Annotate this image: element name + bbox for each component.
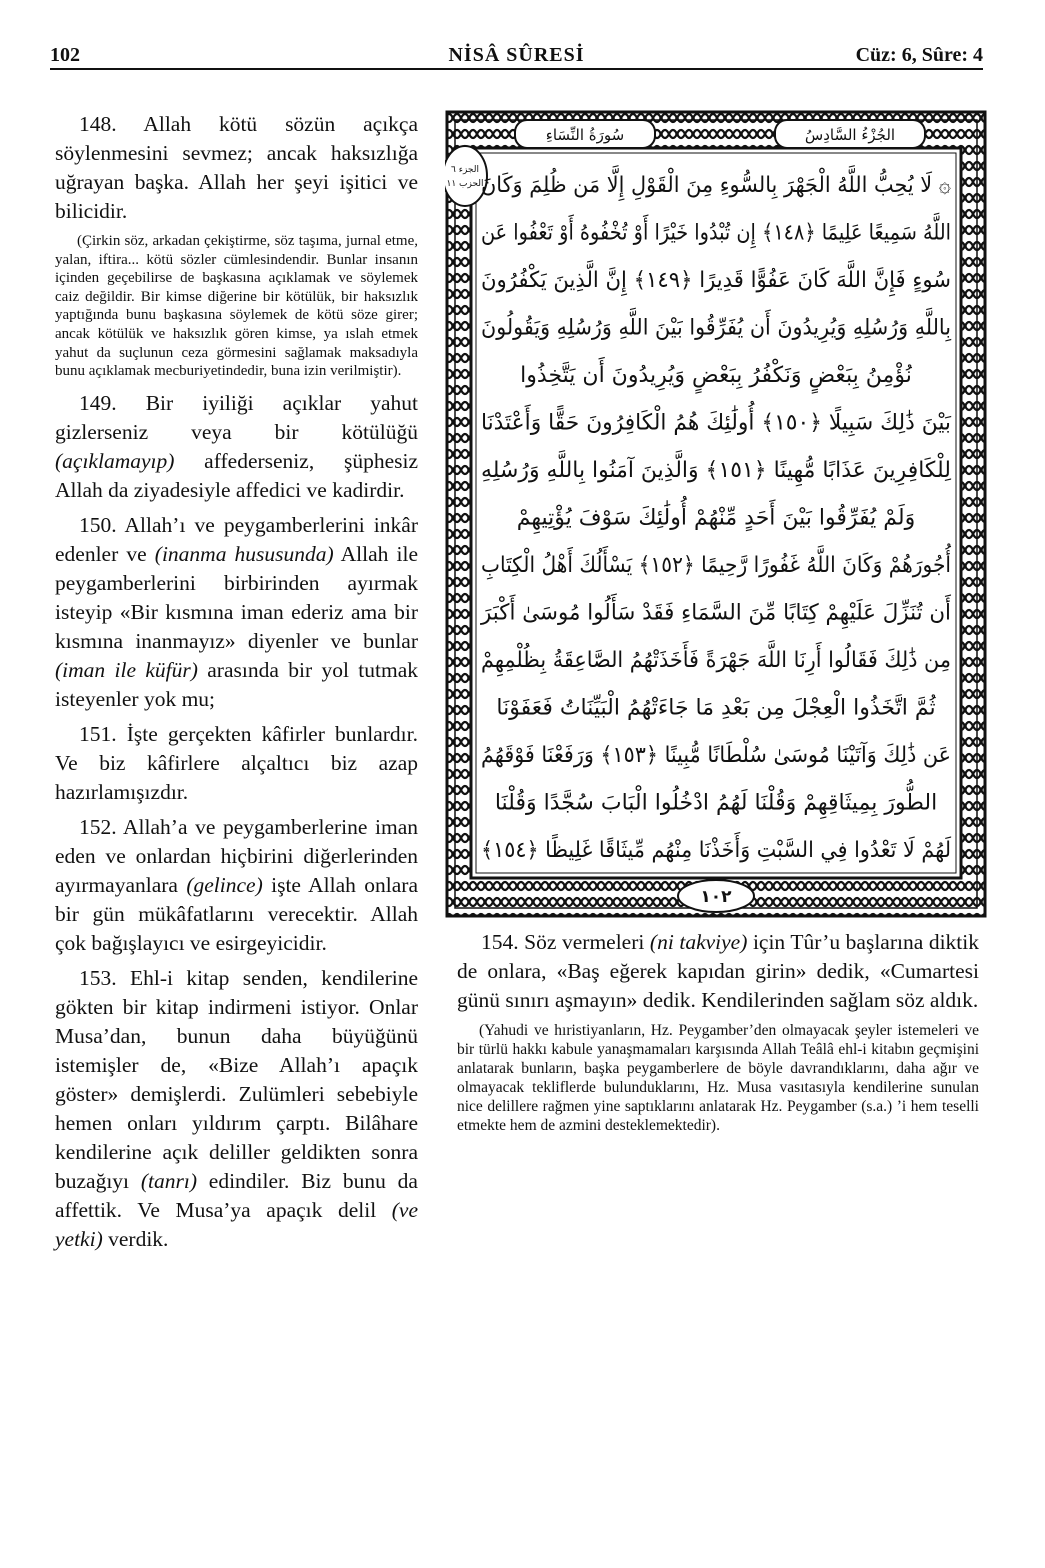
verse-151: 151. İşte gerçekten kâfirler bunlardır. Ve biz kâfirlere alçaltıcı biz azap hazırlamışızdır. <box>55 721 418 804</box>
juz-label-arabic: الجُزْءُ السَّادِسُ <box>804 126 896 144</box>
surah-label-arabic: سُورَةُ النِّسَاءِ <box>545 126 625 144</box>
page-number-arabic: ١٠٢ <box>700 887 732 907</box>
arabic-line: نُؤْمِنُ بِبَعْضٍ وَنَكْفُرُ بِبَعْضٍ وَيُرِيدُونَ أَن يَتَّخِذُوا <box>520 363 912 388</box>
page-header <box>50 40 983 70</box>
surah-title: NİSÂ SÛRESİ <box>448 44 585 66</box>
arabic-line: لَهُمْ لَا تَعْدُوا فِي السَّبْتِ وَأَخَذْنَا مِنْهُم مِّيثَاقًا غَلِيظًا ﴿١٥٤﴾ <box>481 838 978 863</box>
translation-left-column <box>55 110 418 1260</box>
verse-text: 149. Bir iyiliği açıklar yahut gizlerseniz veya bir kötülüğü <box>55 390 418 444</box>
verse-italic: (ve yetki) <box>55 1197 418 1251</box>
verse-italic: (gelince) <box>186 872 263 897</box>
verse-153 <box>55 964 418 1254</box>
verse-152 <box>55 813 418 958</box>
verse-149 <box>55 389 418 505</box>
verse-text: için Tûr’u başlarına diktik de onlara, «Baş eğerek kapıdan girin» dedik, «Cumartesi günü sınırı aşmayın» dedik. Kendilerinden sağlam söz aldık. <box>457 930 979 1012</box>
side-label-juz: الجزء ٦ <box>451 165 479 175</box>
verse-text: 152. Allah’a ve peygamberlerine iman eden ve onlardan hiçbirini diğerlerinden ayırmayanlara <box>55 814 418 897</box>
quran-page-frame <box>445 110 987 918</box>
verse-150 <box>55 511 418 714</box>
arabic-line: ثُمَّ اتَّخَذُوا الْعِجْلَ مِن بَعْدِ مَا جَاءَتْهُمُ الْبَيِّنَاتُ فَعَفَوْنَا <box>496 695 936 721</box>
arabic-line: وَلَمْ يُفَرِّقُوا بَيْنَ أَحَدٍ مِّنْهُمْ أُولَٰئِكَ سَوْفَ يُؤْتِيهِمْ <box>516 505 916 531</box>
arabic-line: لِلْكَافِرِينَ عَذَابًا مُّهِينًا ﴿١٥١﴾ وَالَّذِينَ آمَنُوا بِاللَّهِ وَرُسُلِهِ <box>481 458 952 483</box>
verse-text: Allah ile peygamberlerini birbirinden ayırmak isteyip «Bir kısmına iman ederiz ama bir kısmına inanmayız» diyenler ve bunlar <box>55 541 418 653</box>
translation-right-column <box>457 928 979 1143</box>
arabic-line: أُجُورَهُمْ وَكَانَ اللَّهُ غَفُورًا رَّحِيمًا ﴿١٥٢﴾ يَسْأَلُكَ أَهْلُ الْكِتَابِ <box>481 553 976 578</box>
arabic-line: سُوءٍ فَإِنَّ اللَّهَ كَانَ عَفُوًّا قَدِيرًا ﴿١٤٩﴾ إِنَّ الَّذِينَ يَكْفُرُونَ <box>481 268 962 293</box>
arabic-line: بَيْنَ ذَٰلِكَ سَبِيلًا ﴿١٥٠﴾ أُولَٰئِكَ هُمُ الْكَافِرُونَ حَقًّا وَأَعْتَدْنَا <box>481 410 953 436</box>
note-148: (Çirkin söz, arkadan çekiştirme, söz taşıma, jurnal etme, yalan, iftira... kötü sözler cümlesindendir. Bunlar insanın içinden geçebilirse de başkasına açıklamak ve söylemek caiz değildir. Bir kimse diğerine bir kötülük, bir haksızlık yaptığında bunu başkasına söylemek de kötü söze girer; ancak kötülük ve haksızlık gören kimse, ya ıslah etmek yahut da suçlunun ceza görmesini sağlamak maksadıyla bunu açıklamak mecburiyetindedir, buna izin verilmiştir). <box>55 233 418 380</box>
arabic-line: مِن ذَٰلِكَ فَقَالُوا أَرِنَا اللَّهَ جَهْرَةً فَأَخَذَتْهُمُ الصَّاعِقَةُ بِظُلْمِهِمْ <box>481 648 979 673</box>
verse-italic: (inanma hususunda) <box>154 541 334 566</box>
verse-text: işte Allah onlara bir gün mükâfatlarını verecektir. Allah çok bağışlayıcı ve esirgeyicidir. <box>55 872 419 955</box>
juz-sure-label: Cüz: 6, Sûre: 4 <box>855 44 983 66</box>
verse-text: edindiler. Biz bunu da affettik. Ve Musa’ya apaçık delil <box>55 1168 418 1222</box>
arabic-line: الطُّورَ بِمِيثَاقِهِمْ وَقُلْنَا لَهُمُ ادْخُلُوا الْبَابَ سُجَّدًا وَقُلْنَا <box>494 790 938 816</box>
arabic-text-block <box>480 165 981 863</box>
verse-italic: (açıklamayıp) <box>55 448 175 473</box>
verse-italic: (ni takviye) <box>649 930 748 954</box>
verse-text: verdik. <box>102 1226 169 1251</box>
note-154: (Yahudi ve hıristiyanların, Hz. Peygamber’den olmayacak şeyler istemeleri ve bir türlü hakkı kabule yanaşmamaları karşısında Allah Teâlâ ehl-i kitabın geçmişini anlatarak bunların, başka peygamberlere de böyle davrandıklarını, daha ağır ve olmayacak tekliflerde bulunduklarını, Hz. Musa vasıtasıyla kendilerine sunulan nice delillere rağmen yine saptıklarını anlatarak Hz. Peygamber (s.a.) ’i hem teselli etmekte hem de azmini desteklemektedir). <box>457 1022 979 1134</box>
verse-154 <box>457 928 979 1015</box>
side-label-hizb: الحزب ١١ <box>446 179 484 189</box>
arabic-line: بِاللَّهِ وَرُسُلِهِ وَيُرِيدُونَ أَن يُفَرِّقُوا بَيْنَ اللَّهِ وَرُسُلِهِ وَيَقُولُونَ <box>481 315 981 341</box>
verse-italic: (iman ile küfür) <box>55 657 198 682</box>
arabic-line: ۞ لَا يُحِبُّ اللَّهُ الْجَهْرَ بِالسُّوءِ مِنَ الْقَوْلِ إِلَّا مَن ظُلِمَ وَكَانَ <box>481 173 978 198</box>
verse-148: 148. Allah kötü sözün açıkça söylenmesini sevmez; ancak haksızlığa uğrayan başka. Allah her şeyi işitici ve bilicidir. <box>55 112 418 223</box>
verse-text: affederseniz, şüphesiz Allah da ziyadesiyle affedici ve kadirdir. <box>55 448 418 502</box>
verse-text: 150. Allah’ı ve peygamberlerini inkâr edenler ve <box>55 512 418 566</box>
arabic-line: اللَّهُ سَمِيعًا عَلِيمًا ﴿١٤٨﴾ إِن تُبْدُوا خَيْرًا أَوْ تُخْفُوهُ أَوْ تَعْفُوا عَن <box>481 220 972 246</box>
verse-text: 154. Söz vermeleri <box>481 930 650 954</box>
verse-italic: (tanrı) <box>140 1168 197 1193</box>
arabic-line: عَن ذَٰلِكَ وَآتَيْنَا مُوسَىٰ سُلْطَانًا مُّبِينًا ﴿١٥٣﴾ وَرَفَعْنَا فَوْقَهُمُ <box>481 743 971 768</box>
header-rule <box>50 68 983 70</box>
verse-text: 153. Ehl-i kitap senden, kendilerine gökten bir kitap indirmeni istiyor. Onlar Musa’dan, bunun daha büyüğünü istemişler de, «Bize Allah’ı apaçık göster» demişlerdi. Zulümleri sebebiyle hemen onları yıldırım çarptı. Bilâhare kendilerine açık deliller geldikten sonra buzağıyı <box>55 965 418 1193</box>
page-number: 102 <box>50 44 80 66</box>
verse-text: arasında bir yol tutmak isteyenler yok mu; <box>55 657 418 711</box>
arabic-line: أَن تُنَزِّلَ عَلَيْهِمْ كِتَابًا مِّنَ السَّمَاءِ فَقَدْ سَأَلُوا مُوسَىٰ أَكْبَرَ <box>481 600 965 626</box>
